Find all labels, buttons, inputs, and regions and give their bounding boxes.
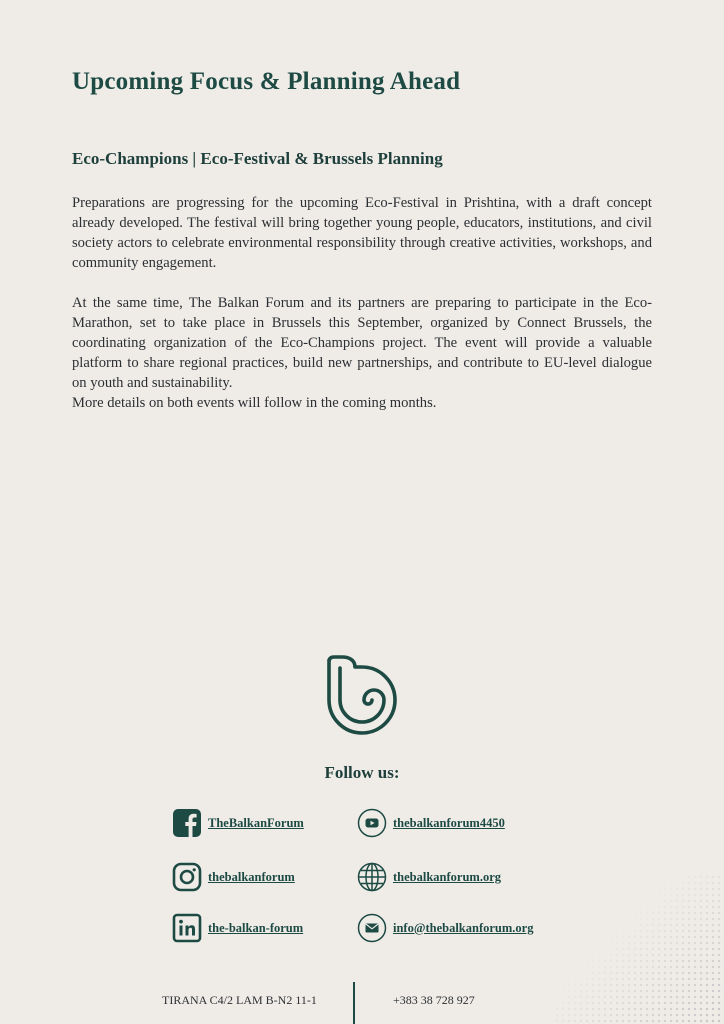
- youtube-link[interactable]: [357, 808, 505, 838]
- linkedin-handle[interactable]: the-balkan-forum: [208, 920, 304, 935]
- facebook-link[interactable]: [172, 808, 304, 838]
- facebook-handle[interactable]: TheBalkanForum: [208, 815, 304, 830]
- paragraph-more-details: More details on both events will follow in the coming months.: [72, 395, 437, 411]
- globe-icon: [357, 862, 387, 892]
- linkedin-icon: [172, 913, 202, 943]
- section-title: Eco-Champions | Eco-Festival & Brussels Planning: [72, 149, 443, 168]
- balkan-forum-logo: [322, 654, 402, 741]
- paragraph-eco-festival: Preparations are progressing for the upcoming Eco-Festival in Prishtina, with a draft concept already developed. The festival will bring together young people, educators, institutions, and civil society actors to celebrate environmental responsibility through creative activities, workshops, and community engagement.: [72, 195, 652, 271]
- website-url[interactable]: thebalkanforum.org: [393, 869, 501, 884]
- youtube-icon: [357, 808, 387, 838]
- footer-divider: [353, 982, 355, 1024]
- instagram-icon: [172, 862, 202, 892]
- follow-us-title: Follow us:: [324, 763, 400, 782]
- background-dot-pattern: [554, 874, 724, 1024]
- youtube-handle[interactable]: thebalkanforum4450: [393, 815, 505, 830]
- mail-icon: [357, 913, 387, 943]
- facebook-icon: [172, 808, 202, 838]
- email-address[interactable]: info@thebalkanforum.org: [393, 920, 534, 935]
- footer-address: TIRANA C4/2 LAM B-N2 11-1: [162, 993, 317, 1007]
- website-link[interactable]: [357, 862, 501, 892]
- page-title: Upcoming Focus & Planning Ahead: [72, 68, 461, 95]
- footer-phone: +383 38 728 927: [393, 993, 475, 1007]
- instagram-handle[interactable]: thebalkanforum: [208, 869, 295, 884]
- email-link[interactable]: [357, 913, 533, 943]
- linkedin-link[interactable]: [172, 913, 303, 943]
- instagram-link[interactable]: [172, 862, 295, 892]
- paragraph-eco-marathon: At the same time, The Balkan Forum and its partners are preparing to participate in the Eco-Marathon, set to take place in Brussels this September, organized by Connect Brussels, the coordinating organization of the Eco-Champions project. The event will provide a valuable platform to share regional practices, build new partnerships, and contribute to EU-level dialogue on youth and sustainability.: [72, 295, 652, 391]
